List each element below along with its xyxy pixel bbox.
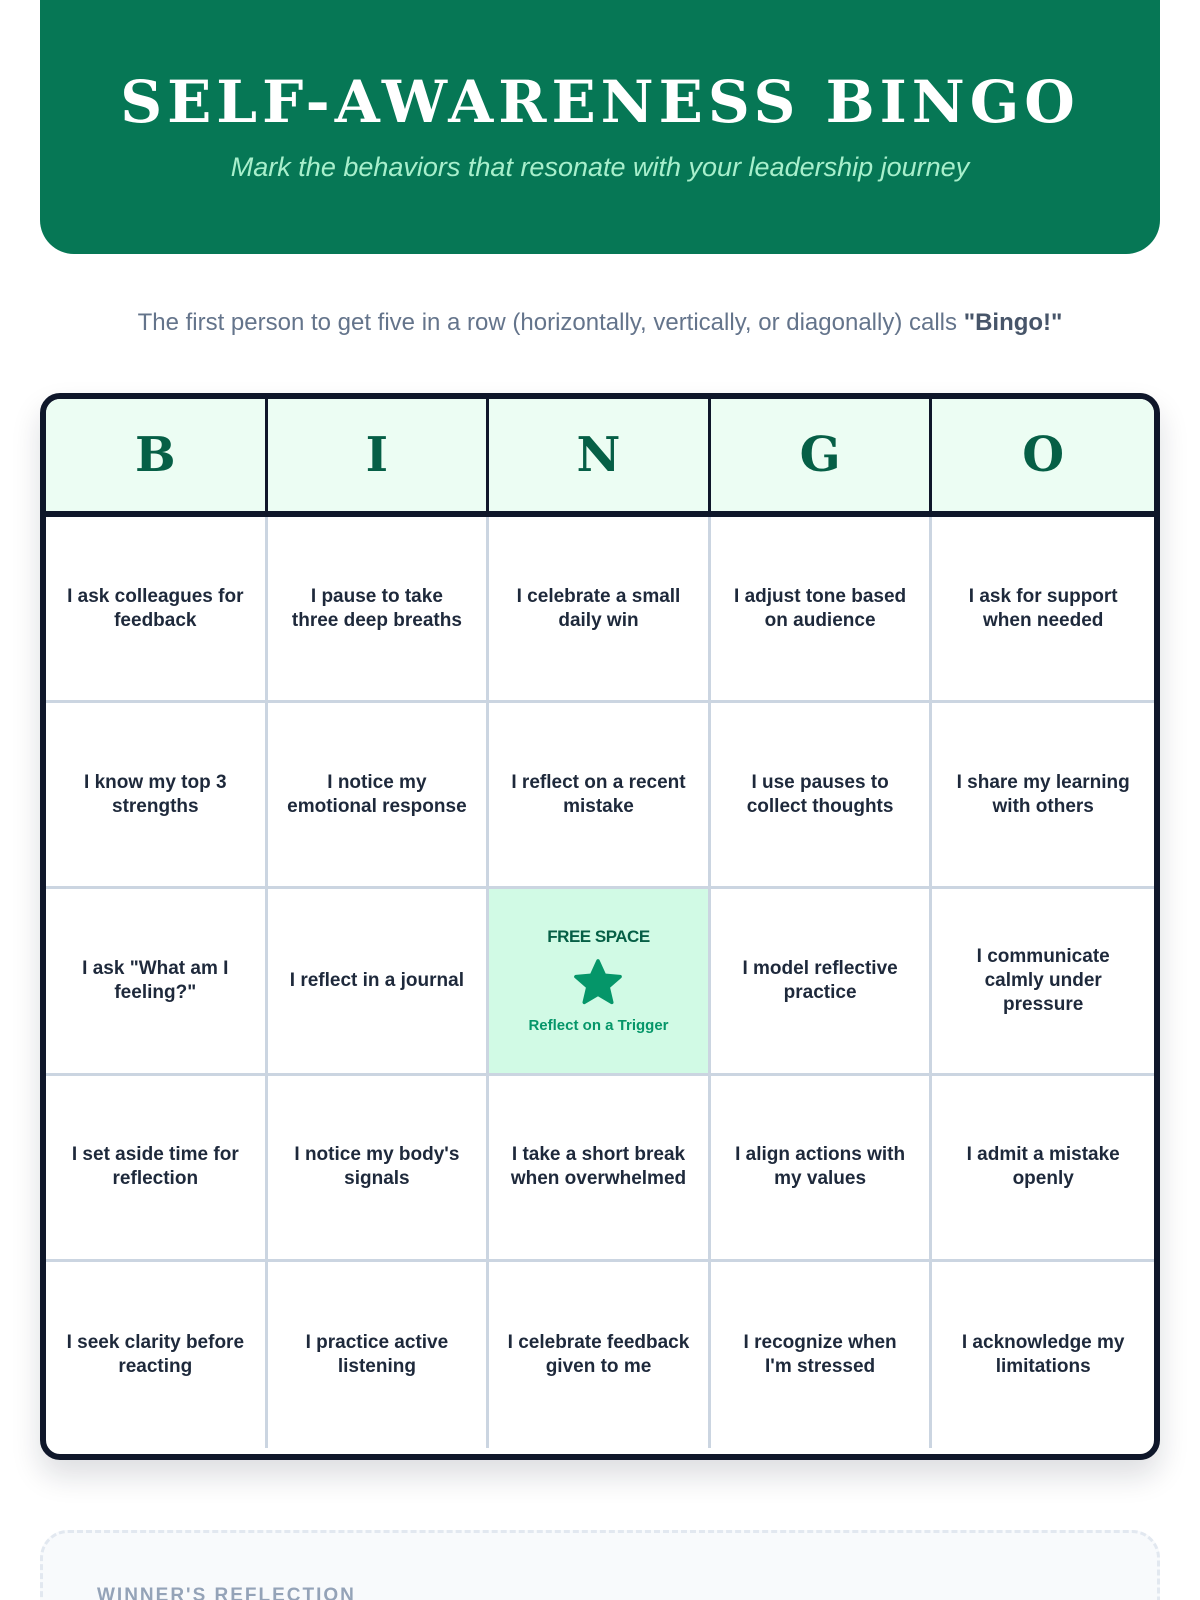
letter-o: O <box>1022 427 1065 483</box>
bingo-cell[interactable]: I model reflective practice <box>711 889 933 1075</box>
free-space-title: FREE SPACE <box>547 926 650 946</box>
instructions-emphasis: "Bingo!" <box>963 309 1063 336</box>
bingo-cell[interactable]: I use pauses to collect thoughts <box>711 703 933 889</box>
bingo-cell[interactable]: I share my learning with others <box>932 703 1154 889</box>
bingo-cell[interactable]: I know my top 3 strengths <box>46 703 268 889</box>
free-space-subtitle: Reflect on a Trigger <box>528 1016 669 1034</box>
winner-reflection-card <box>40 1530 1160 1600</box>
instructions <box>40 306 1160 340</box>
star-icon <box>570 956 626 1010</box>
bingo-cell[interactable]: I ask "What am I feeling?" <box>46 889 268 1075</box>
bingo-cell[interactable]: I pause to take three deep breaths <box>268 517 490 703</box>
bingo-cell[interactable]: I reflect on a recent mistake <box>489 703 711 889</box>
bingo-grid <box>46 517 1154 1448</box>
bingo-cell[interactable]: I set aside time for reflection <box>46 1076 268 1262</box>
bingo-board <box>40 393 1160 1460</box>
bingo-cell[interactable]: I celebrate feedback given to me <box>489 1262 711 1448</box>
reflection-title: WINNER'S REFLECTION <box>97 1585 356 1600</box>
free-space-cell <box>489 889 711 1075</box>
bingo-cell[interactable]: I communicate calmly under pressure <box>932 889 1154 1075</box>
bingo-cell[interactable]: I recognize when I'm stressed <box>711 1262 933 1448</box>
bingo-cell[interactable]: I notice my body's signals <box>268 1076 490 1262</box>
letter-n: N <box>489 399 711 511</box>
instructions-text: The first person to get five in a row (horizontally, vertically, or diagonally) calls <box>137 309 964 336</box>
letter-g: G <box>711 399 933 511</box>
bingo-cell[interactable]: I ask for support when needed <box>932 517 1154 703</box>
bingo-cell[interactable]: I acknowledge my limitations <box>961 1331 1125 1377</box>
page-subtitle: Mark the behaviors that resonate with your leadership journey <box>230 152 970 182</box>
bingo-cell[interactable]: I ask colleagues for feedback <box>46 517 268 703</box>
letter-i: I <box>268 399 490 511</box>
bingo-letters-row <box>46 399 1154 517</box>
page-title: SELF-AWARENESS BINGO <box>120 68 1080 136</box>
bingo-cell[interactable]: I adjust tone based on audience <box>711 517 933 703</box>
bingo-cell[interactable]: I notice my emotional response <box>268 703 490 889</box>
bingo-cell[interactable]: I celebrate a small daily win <box>489 517 711 703</box>
letter-b: B <box>46 399 268 511</box>
bingo-cell[interactable]: I take a short break when overwhelmed <box>489 1076 711 1262</box>
bingo-cell[interactable]: I practice active listening <box>268 1262 490 1448</box>
header-banner <box>40 0 1160 254</box>
bingo-cell[interactable]: I admit a mistake openly <box>932 1076 1154 1262</box>
bingo-cell[interactable]: I reflect in a journal <box>268 889 490 1075</box>
bingo-cell[interactable]: I seek clarity before reacting <box>46 1262 268 1448</box>
bingo-cell[interactable]: I align actions with my values <box>711 1076 933 1262</box>
